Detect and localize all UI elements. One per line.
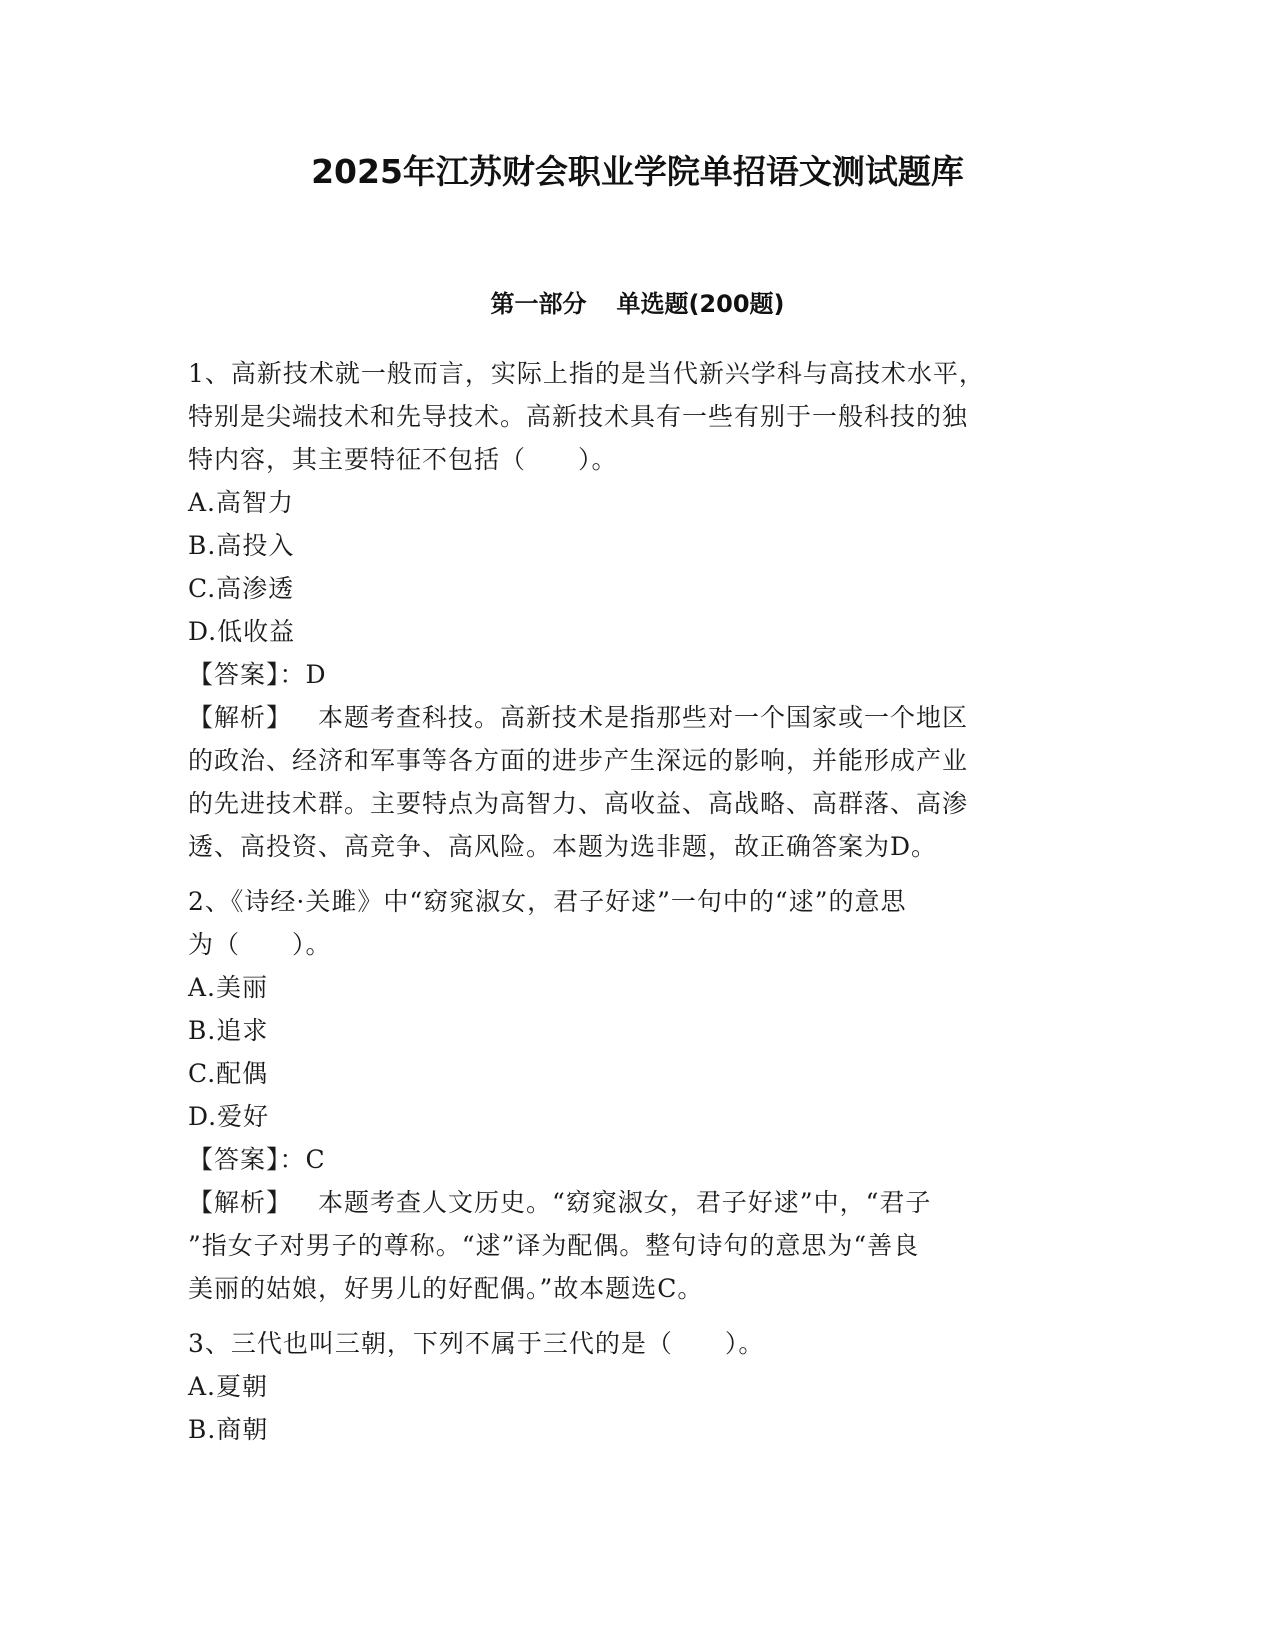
section-title <box>0 288 1275 320</box>
explanation-line <box>188 696 1088 739</box>
question-list <box>188 352 1088 1463</box>
explanation-line <box>188 1181 1088 1224</box>
explanation-text: 本题考查科技。高新技术是指那些对一个国家或一个地区 <box>318 703 969 732</box>
question-stem-line: 特内容，其主要特征不包括（ ）。 <box>188 445 618 474</box>
answer-line <box>188 653 1088 696</box>
explanation-label: 【解析】 <box>188 1188 293 1217</box>
question-stem-line: 为（ ）。 <box>188 930 332 959</box>
question-3 <box>188 1322 1088 1451</box>
explanation-label: 【解析】 <box>188 703 293 732</box>
option-a: A.高智力 <box>188 488 295 517</box>
section-part: 第一部分 <box>490 290 587 318</box>
answer-value: C <box>305 1145 326 1174</box>
option-b: B.追求 <box>188 1016 269 1045</box>
question-stem-line: 3、三代也叫三朝，下列不属于三代的是（ ）。 <box>188 1329 765 1358</box>
document-title: 2025年江苏财会职业学院单招语文测试题库 <box>311 152 964 191</box>
answer-label: 【答案】： <box>188 1145 306 1174</box>
explanation-text: 的先进技术群。主要特点为高智力、高收益、高战略、高群落、高渗 <box>188 789 969 818</box>
explanation-text: 的政治、经济和军事等各方面的进步产生深远的影响，并能形成产业 <box>188 746 969 775</box>
answer-line <box>188 1138 1088 1181</box>
option-d: D.爱好 <box>188 1102 270 1131</box>
option-c: C.高渗透 <box>188 574 295 603</box>
question-2 <box>188 880 1088 1310</box>
question-1 <box>188 352 1088 868</box>
explanation-text: ”指女子对男子的尊称。“逑”译为配偶。整句诗句的意思为“善良 <box>188 1231 920 1260</box>
option-c: C.配偶 <box>188 1059 269 1088</box>
option-d: D.低收益 <box>188 617 296 646</box>
option-b: B.高投入 <box>188 531 295 560</box>
explanation-text: 透、高投资、高竞争、高风险。本题为选非题，故正确答案为D。 <box>188 832 938 861</box>
explanation-text: 美丽的姑娘，好男儿的好配偶。”故本题选C。 <box>188 1274 704 1303</box>
option-b: B.商朝 <box>188 1415 269 1444</box>
question-stem-line: 特别是尖端技术和先导技术。高新技术具有一些有别于一般科技的独 <box>188 402 969 431</box>
option-a: A.夏朝 <box>188 1372 269 1401</box>
option-a: A.美丽 <box>188 973 269 1002</box>
answer-label: 【答案】： <box>188 660 306 689</box>
question-stem-line: 1、高新技术就一般而言，实际上指的是当代新兴学科与高技术水平， <box>188 359 985 388</box>
question-stem-line: 2、《诗经·关雎》中“窈窕淑女，君子好逑”一句中的“逑”的意思 <box>188 887 907 916</box>
answer-value: D <box>305 660 327 689</box>
explanation-text: 本题考查人文历史。“窈窕淑女，君子好逑”中，“君子 <box>318 1188 932 1217</box>
section-kind: 单选题(200题) <box>616 290 785 318</box>
